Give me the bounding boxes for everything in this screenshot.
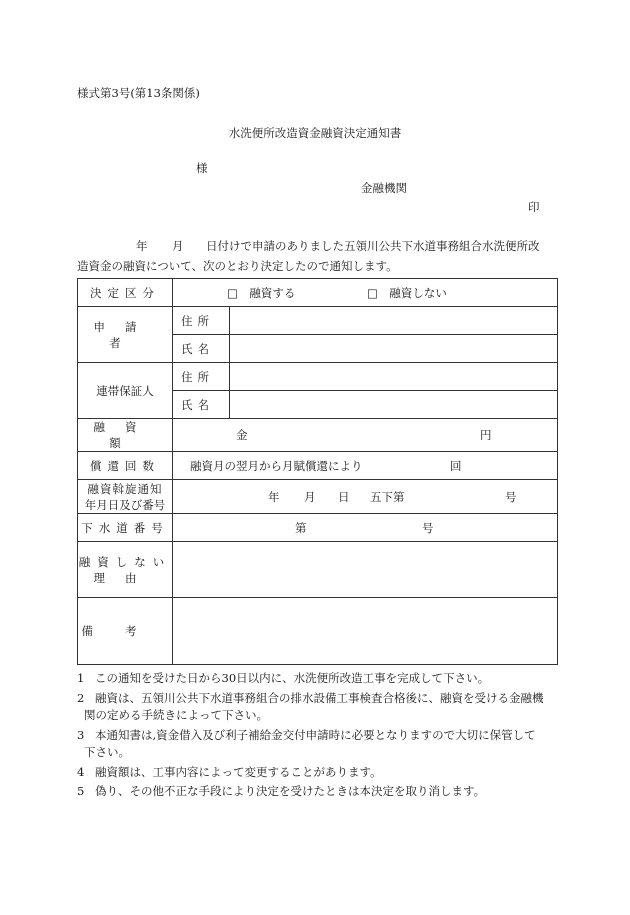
row-guarantor-address [78, 363, 558, 391]
document-title: 水洗便所改造資金融資決定通知書 [228, 126, 402, 140]
repayment-text: 融資月の翌月から月賦償還により [190, 458, 363, 473]
applicant-address-field[interactable] [230, 307, 558, 335]
referral-suffix: 号 [505, 489, 517, 504]
addressee-suffix: 様 [196, 161, 208, 175]
remarks-field[interactable] [173, 598, 558, 665]
row-sewer [78, 514, 558, 542]
applicant-name-label: 氏名 [173, 335, 230, 363]
option-no-finance[interactable]: □ 融資しない [367, 285, 447, 300]
note-number: 1 [77, 671, 85, 685]
sewer-prefix: 第 [295, 520, 307, 535]
intro-day-text: 日付けで申請のありました五領川公共下水道事務組合水洗便所改 [206, 239, 540, 253]
sewer-field[interactable] [173, 514, 558, 542]
row-referral [78, 480, 558, 514]
intro-paragraph [77, 236, 540, 276]
sewer-label: 下水道番号 [78, 514, 173, 542]
referral-label [78, 480, 173, 514]
row-applicant-address [78, 307, 558, 335]
intro-line-2: 造資金の融資について、次のとおり決定したので通知します。 [77, 259, 398, 273]
guarantor-name-field[interactable] [230, 391, 558, 419]
applicant-address-label: 住所 [173, 307, 230, 335]
sewer-suffix: 号 [422, 520, 434, 535]
amount-field[interactable] [173, 419, 558, 452]
not-financed-label-line-1: 融資しない [78, 554, 172, 569]
decision-options [173, 279, 558, 307]
row-not-financed [78, 542, 558, 598]
note-text: 融資は、五領川公共下水道事務組合の排水設備工事検査合格後に、融資を受ける金融機 [95, 690, 544, 705]
note-continuation: 下さい。 [84, 745, 130, 759]
repayment-suffix: 回 [450, 458, 462, 473]
applicant-label: 申請者 [78, 307, 173, 363]
note-text: 融資額は、工事内容によって変更することがあります。 [95, 764, 382, 779]
note-number: 2 [77, 690, 85, 705]
intro-month: 月 [172, 239, 184, 253]
note-text: この通知を受けた日から30日以内に、水洗便所改造工事を完成して下さい。 [95, 671, 490, 685]
note-number: 3 [77, 727, 85, 742]
note-item [77, 727, 557, 762]
note-continuation: 関の定める手続きによって下さい。 [84, 708, 268, 722]
row-amount [78, 419, 558, 452]
not-financed-label [78, 542, 173, 598]
remarks-label: 備考 [78, 598, 173, 665]
intro-year: 年 [136, 239, 148, 253]
guarantor-address-label: 住所 [173, 363, 230, 391]
row-repayment [78, 452, 558, 480]
notes-list [77, 670, 557, 803]
amount-suffix: 円 [480, 428, 492, 442]
referral-month: 月 [304, 489, 316, 504]
referral-prefix: 五下第 [370, 489, 405, 504]
institution-label: 金融機関 [361, 181, 407, 195]
note-text: 偽り、その他不正な手段により決定を受けたときは本決定を取り消します。 [95, 784, 486, 798]
note-number: 4 [77, 764, 85, 779]
row-decision [78, 279, 558, 307]
referral-field[interactable] [173, 480, 558, 514]
decision-table [77, 278, 558, 665]
note-text: 本通知書は,資金借入及び利子補給金交付申請時に必要となりますので大切に保管して [95, 727, 536, 742]
note-item [77, 670, 557, 688]
form-number: 様式第3号(第13条関係) [77, 86, 200, 100]
decision-label: 決定区分 [78, 279, 173, 307]
seal-mark: 印 [528, 200, 540, 214]
not-financed-label-line-2: 理由 [93, 570, 157, 585]
amount-label: 融資額 [78, 419, 173, 452]
guarantor-address-field[interactable] [230, 363, 558, 391]
repayment-field[interactable] [173, 452, 558, 480]
referral-label-line-2: 年月日及び番号 [84, 497, 166, 512]
repayment-label: 償還回数 [78, 452, 173, 480]
guarantor-label: 連帯保証人 [78, 363, 173, 419]
row-remarks [78, 598, 558, 665]
note-item [77, 764, 557, 782]
guarantor-name-label: 氏名 [173, 391, 230, 419]
referral-label-line-1: 融資斡旋通知 [87, 481, 163, 496]
referral-day: 日 [338, 489, 350, 504]
referral-year: 年 [268, 489, 280, 504]
applicant-name-field[interactable] [230, 335, 558, 363]
note-number: 5 [77, 784, 85, 798]
amount-prefix: 金 [236, 428, 248, 442]
not-financed-reason-field[interactable] [173, 542, 558, 598]
intro-line-1 [77, 236, 540, 256]
note-item [77, 690, 557, 725]
note-item [77, 783, 557, 801]
option-finance[interactable]: □ 融資する [227, 285, 296, 300]
